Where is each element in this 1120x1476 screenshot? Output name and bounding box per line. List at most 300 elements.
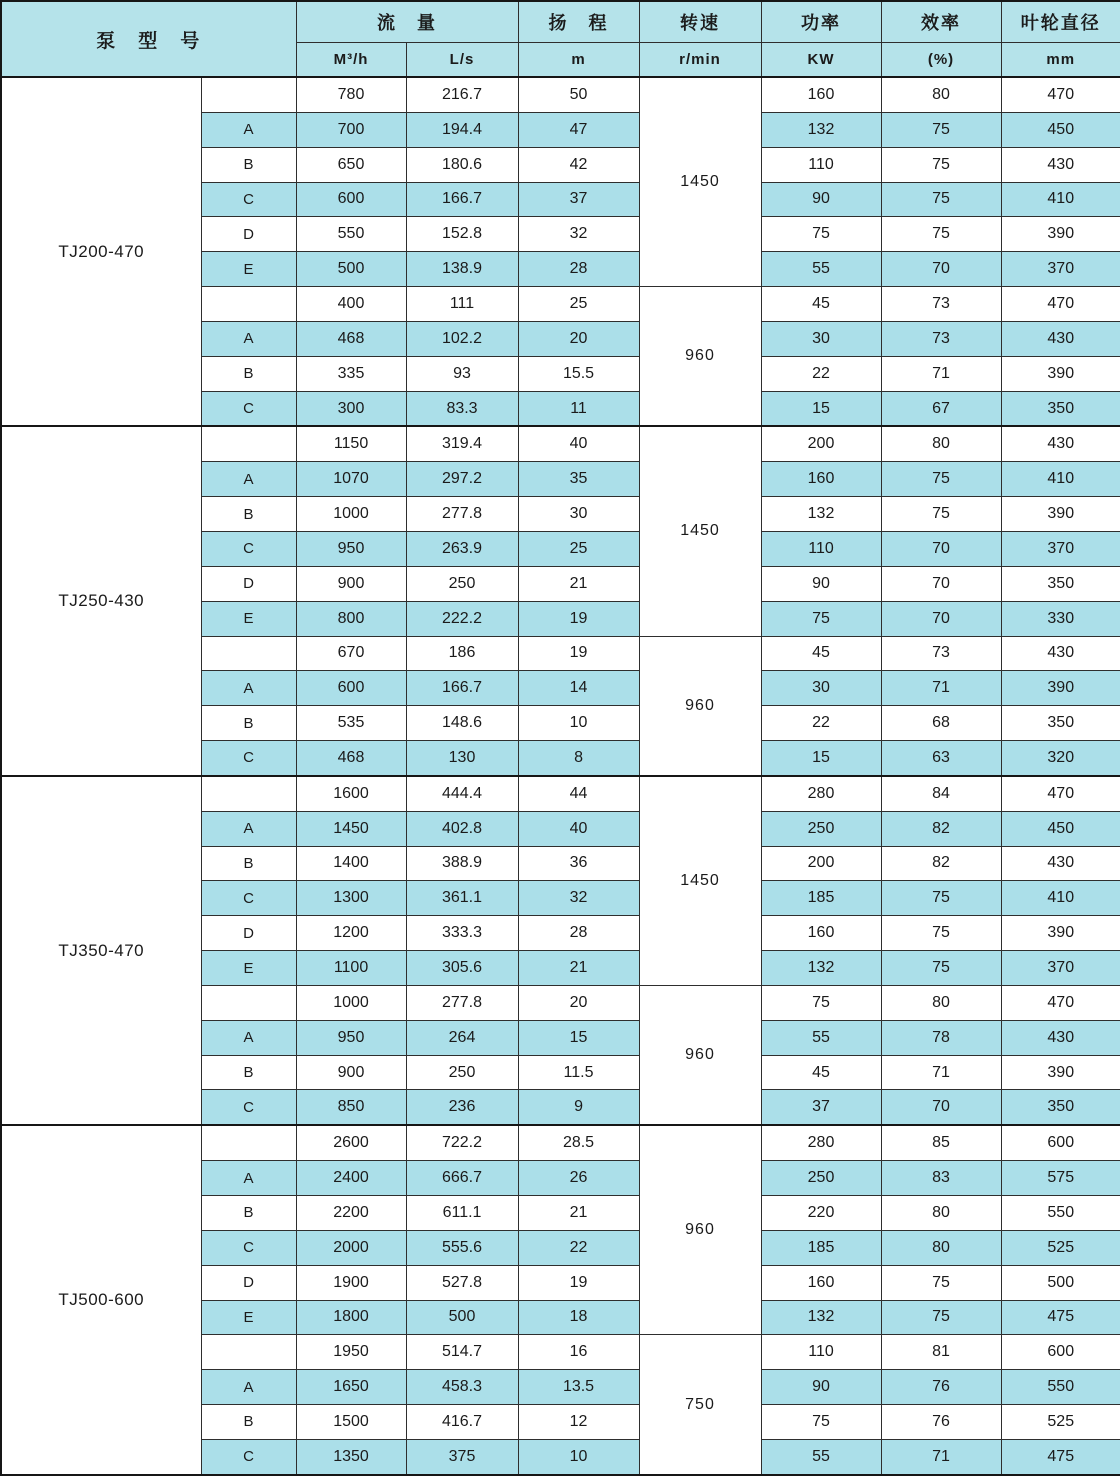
cell-flow-m3h: 900 bbox=[296, 1055, 406, 1090]
cell-power-kw: 90 bbox=[761, 566, 881, 601]
cell-variant-letter: D bbox=[201, 566, 296, 601]
cell-variant-letter bbox=[201, 985, 296, 1020]
cell-impeller-mm: 350 bbox=[1001, 391, 1120, 426]
cell-head-m: 19 bbox=[518, 636, 639, 671]
cell-efficiency-pct: 80 bbox=[881, 985, 1001, 1020]
cell-power-kw: 250 bbox=[761, 811, 881, 846]
cell-variant-letter: B bbox=[201, 497, 296, 532]
cell-impeller-mm: 430 bbox=[1001, 636, 1120, 671]
cell-flow-ls: 444.4 bbox=[406, 776, 518, 811]
cell-power-kw: 280 bbox=[761, 776, 881, 811]
cell-power-kw: 30 bbox=[761, 671, 881, 706]
cell-head-m: 15 bbox=[518, 1020, 639, 1055]
cell-head-m: 21 bbox=[518, 566, 639, 601]
cell-impeller-mm: 470 bbox=[1001, 287, 1120, 322]
cell-flow-ls: 722.2 bbox=[406, 1125, 518, 1160]
cell-power-kw: 55 bbox=[761, 1439, 881, 1474]
cell-flow-ls: 180.6 bbox=[406, 147, 518, 182]
cell-variant-letter bbox=[201, 77, 296, 112]
table-row bbox=[1, 776, 1120, 811]
cell-power-kw: 132 bbox=[761, 951, 881, 986]
cell-efficiency-pct: 78 bbox=[881, 1020, 1001, 1055]
cell-flow-m3h: 1600 bbox=[296, 776, 406, 811]
cell-flow-ls: 305.6 bbox=[406, 951, 518, 986]
cell-impeller-mm: 370 bbox=[1001, 252, 1120, 287]
cell-variant-letter: A bbox=[201, 671, 296, 706]
cell-flow-m3h: 300 bbox=[296, 391, 406, 426]
cell-flow-ls: 166.7 bbox=[406, 182, 518, 217]
cell-variant-letter: E bbox=[201, 252, 296, 287]
cell-variant-letter: C bbox=[201, 531, 296, 566]
cell-impeller-mm: 390 bbox=[1001, 671, 1120, 706]
cell-impeller-mm: 430 bbox=[1001, 321, 1120, 356]
cell-power-kw: 132 bbox=[761, 112, 881, 147]
cell-flow-m3h: 468 bbox=[296, 741, 406, 776]
header-unit-m: m bbox=[518, 43, 639, 78]
cell-head-m: 28.5 bbox=[518, 1125, 639, 1160]
cell-head-m: 26 bbox=[518, 1161, 639, 1196]
cell-head-m: 32 bbox=[518, 881, 639, 916]
cell-efficiency-pct: 82 bbox=[881, 811, 1001, 846]
cell-variant-letter: B bbox=[201, 706, 296, 741]
cell-efficiency-pct: 71 bbox=[881, 356, 1001, 391]
cell-flow-ls: 611.1 bbox=[406, 1196, 518, 1231]
cell-impeller-mm: 330 bbox=[1001, 601, 1120, 636]
cell-impeller-mm: 350 bbox=[1001, 1090, 1120, 1125]
cell-efficiency-pct: 67 bbox=[881, 391, 1001, 426]
cell-flow-ls: 216.7 bbox=[406, 77, 518, 112]
cell-impeller-mm: 390 bbox=[1001, 356, 1120, 391]
cell-efficiency-pct: 70 bbox=[881, 601, 1001, 636]
cell-variant-letter: B bbox=[201, 1405, 296, 1440]
cell-head-m: 18 bbox=[518, 1300, 639, 1335]
cell-flow-m3h: 2600 bbox=[296, 1125, 406, 1160]
cell-power-kw: 185 bbox=[761, 881, 881, 916]
cell-head-m: 13.5 bbox=[518, 1370, 639, 1405]
cell-variant-letter: E bbox=[201, 951, 296, 986]
header-head: 扬 程 bbox=[518, 1, 639, 43]
cell-variant-letter bbox=[201, 636, 296, 671]
cell-head-m: 22 bbox=[518, 1230, 639, 1265]
cell-power-kw: 110 bbox=[761, 531, 881, 566]
cell-power-kw: 110 bbox=[761, 147, 881, 182]
cell-head-m: 12 bbox=[518, 1405, 639, 1440]
header-power: 功率 bbox=[761, 1, 881, 43]
cell-flow-m3h: 1950 bbox=[296, 1335, 406, 1370]
cell-variant-letter: A bbox=[201, 1161, 296, 1196]
cell-efficiency-pct: 80 bbox=[881, 1230, 1001, 1265]
cell-flow-ls: 152.8 bbox=[406, 217, 518, 252]
cell-flow-ls: 222.2 bbox=[406, 601, 518, 636]
cell-impeller-mm: 430 bbox=[1001, 1020, 1120, 1055]
pump-table-body bbox=[1, 77, 1120, 1475]
cell-flow-m3h: 850 bbox=[296, 1090, 406, 1125]
cell-head-m: 21 bbox=[518, 1196, 639, 1231]
cell-flow-ls: 130 bbox=[406, 741, 518, 776]
cell-pump-model: TJ350-470 bbox=[1, 776, 201, 1125]
cell-efficiency-pct: 70 bbox=[881, 566, 1001, 601]
cell-variant-letter: C bbox=[201, 881, 296, 916]
cell-power-kw: 200 bbox=[761, 426, 881, 461]
cell-power-kw: 75 bbox=[761, 1405, 881, 1440]
cell-head-m: 11 bbox=[518, 391, 639, 426]
cell-head-m: 28 bbox=[518, 916, 639, 951]
cell-efficiency-pct: 80 bbox=[881, 426, 1001, 461]
cell-power-kw: 200 bbox=[761, 846, 881, 881]
cell-power-kw: 75 bbox=[761, 217, 881, 252]
cell-speed-rpm: 750 bbox=[639, 1335, 761, 1475]
cell-variant-letter bbox=[201, 1125, 296, 1160]
cell-efficiency-pct: 83 bbox=[881, 1161, 1001, 1196]
cell-impeller-mm: 350 bbox=[1001, 566, 1120, 601]
cell-head-m: 19 bbox=[518, 601, 639, 636]
cell-efficiency-pct: 68 bbox=[881, 706, 1001, 741]
cell-variant-letter: C bbox=[201, 1439, 296, 1474]
cell-power-kw: 110 bbox=[761, 1335, 881, 1370]
cell-efficiency-pct: 71 bbox=[881, 1055, 1001, 1090]
cell-head-m: 30 bbox=[518, 497, 639, 532]
cell-efficiency-pct: 75 bbox=[881, 217, 1001, 252]
cell-power-kw: 185 bbox=[761, 1230, 881, 1265]
cell-variant-letter: B bbox=[201, 1055, 296, 1090]
cell-flow-ls: 277.8 bbox=[406, 985, 518, 1020]
cell-flow-ls: 194.4 bbox=[406, 112, 518, 147]
header-unit-m3h: M³/h bbox=[296, 43, 406, 78]
cell-flow-ls: 500 bbox=[406, 1300, 518, 1335]
cell-variant-letter: A bbox=[201, 462, 296, 497]
cell-flow-m3h: 670 bbox=[296, 636, 406, 671]
cell-impeller-mm: 600 bbox=[1001, 1335, 1120, 1370]
cell-flow-ls: 83.3 bbox=[406, 391, 518, 426]
cell-impeller-mm: 370 bbox=[1001, 951, 1120, 986]
cell-power-kw: 55 bbox=[761, 252, 881, 287]
cell-head-m: 8 bbox=[518, 741, 639, 776]
cell-variant-letter: C bbox=[201, 741, 296, 776]
cell-power-kw: 160 bbox=[761, 1265, 881, 1300]
cell-efficiency-pct: 76 bbox=[881, 1370, 1001, 1405]
cell-speed-rpm: 960 bbox=[639, 985, 761, 1125]
cell-flow-ls: 263.9 bbox=[406, 531, 518, 566]
cell-flow-ls: 186 bbox=[406, 636, 518, 671]
cell-speed-rpm: 1450 bbox=[639, 776, 761, 986]
cell-head-m: 35 bbox=[518, 462, 639, 497]
cell-power-kw: 15 bbox=[761, 391, 881, 426]
cell-efficiency-pct: 70 bbox=[881, 531, 1001, 566]
cell-variant-letter: B bbox=[201, 147, 296, 182]
cell-flow-ls: 375 bbox=[406, 1439, 518, 1474]
cell-variant-letter: D bbox=[201, 217, 296, 252]
cell-flow-ls: 138.9 bbox=[406, 252, 518, 287]
cell-efficiency-pct: 80 bbox=[881, 1196, 1001, 1231]
cell-flow-m3h: 650 bbox=[296, 147, 406, 182]
cell-impeller-mm: 450 bbox=[1001, 112, 1120, 147]
cell-variant-letter bbox=[201, 287, 296, 322]
header-model: 泵 型 号 bbox=[1, 1, 296, 77]
cell-impeller-mm: 450 bbox=[1001, 811, 1120, 846]
cell-flow-ls: 555.6 bbox=[406, 1230, 518, 1265]
cell-flow-ls: 388.9 bbox=[406, 846, 518, 881]
cell-head-m: 11.5 bbox=[518, 1055, 639, 1090]
cell-flow-m3h: 1650 bbox=[296, 1370, 406, 1405]
cell-speed-rpm: 960 bbox=[639, 636, 761, 776]
cell-head-m: 40 bbox=[518, 811, 639, 846]
cell-variant-letter: E bbox=[201, 601, 296, 636]
cell-efficiency-pct: 73 bbox=[881, 287, 1001, 322]
cell-flow-m3h: 2200 bbox=[296, 1196, 406, 1231]
cell-flow-m3h: 1000 bbox=[296, 497, 406, 532]
cell-flow-m3h: 2000 bbox=[296, 1230, 406, 1265]
cell-head-m: 9 bbox=[518, 1090, 639, 1125]
cell-head-m: 40 bbox=[518, 426, 639, 461]
cell-flow-ls: 297.2 bbox=[406, 462, 518, 497]
cell-variant-letter bbox=[201, 776, 296, 811]
cell-speed-rpm: 1450 bbox=[639, 426, 761, 636]
cell-pump-model: TJ250-430 bbox=[1, 426, 201, 775]
cell-impeller-mm: 370 bbox=[1001, 531, 1120, 566]
cell-head-m: 20 bbox=[518, 985, 639, 1020]
cell-flow-m3h: 2400 bbox=[296, 1161, 406, 1196]
cell-efficiency-pct: 75 bbox=[881, 462, 1001, 497]
cell-flow-m3h: 400 bbox=[296, 287, 406, 322]
cell-power-kw: 160 bbox=[761, 77, 881, 112]
cell-impeller-mm: 550 bbox=[1001, 1196, 1120, 1231]
cell-flow-ls: 361.1 bbox=[406, 881, 518, 916]
cell-flow-m3h: 1300 bbox=[296, 881, 406, 916]
cell-efficiency-pct: 71 bbox=[881, 671, 1001, 706]
cell-variant-letter: D bbox=[201, 1265, 296, 1300]
cell-head-m: 10 bbox=[518, 1439, 639, 1474]
cell-flow-ls: 148.6 bbox=[406, 706, 518, 741]
cell-power-kw: 45 bbox=[761, 1055, 881, 1090]
cell-flow-m3h: 1150 bbox=[296, 426, 406, 461]
pump-table-header bbox=[1, 1, 1120, 77]
cell-pump-model: TJ200-470 bbox=[1, 77, 201, 426]
cell-flow-m3h: 1000 bbox=[296, 985, 406, 1020]
cell-power-kw: 55 bbox=[761, 1020, 881, 1055]
cell-variant-letter: E bbox=[201, 1300, 296, 1335]
cell-efficiency-pct: 75 bbox=[881, 881, 1001, 916]
cell-flow-m3h: 1500 bbox=[296, 1405, 406, 1440]
cell-impeller-mm: 470 bbox=[1001, 77, 1120, 112]
cell-power-kw: 280 bbox=[761, 1125, 881, 1160]
cell-efficiency-pct: 75 bbox=[881, 1265, 1001, 1300]
header-unit-ls: L/s bbox=[406, 43, 518, 78]
cell-efficiency-pct: 80 bbox=[881, 77, 1001, 112]
cell-head-m: 44 bbox=[518, 776, 639, 811]
cell-variant-letter: A bbox=[201, 811, 296, 846]
cell-pump-model: TJ500-600 bbox=[1, 1125, 201, 1474]
cell-efficiency-pct: 75 bbox=[881, 147, 1001, 182]
cell-impeller-mm: 575 bbox=[1001, 1161, 1120, 1196]
header-unit-rmin: r/min bbox=[639, 43, 761, 78]
cell-efficiency-pct: 75 bbox=[881, 951, 1001, 986]
cell-impeller-mm: 475 bbox=[1001, 1300, 1120, 1335]
cell-flow-ls: 416.7 bbox=[406, 1405, 518, 1440]
cell-efficiency-pct: 73 bbox=[881, 636, 1001, 671]
cell-impeller-mm: 475 bbox=[1001, 1439, 1120, 1474]
cell-impeller-mm: 470 bbox=[1001, 776, 1120, 811]
cell-impeller-mm: 525 bbox=[1001, 1230, 1120, 1265]
cell-impeller-mm: 390 bbox=[1001, 916, 1120, 951]
cell-flow-m3h: 700 bbox=[296, 112, 406, 147]
cell-efficiency-pct: 70 bbox=[881, 252, 1001, 287]
cell-flow-m3h: 1900 bbox=[296, 1265, 406, 1300]
cell-flow-m3h: 1400 bbox=[296, 846, 406, 881]
table-row bbox=[1, 426, 1120, 461]
cell-flow-m3h: 1100 bbox=[296, 951, 406, 986]
cell-impeller-mm: 430 bbox=[1001, 426, 1120, 461]
cell-power-kw: 90 bbox=[761, 182, 881, 217]
cell-head-m: 10 bbox=[518, 706, 639, 741]
cell-efficiency-pct: 84 bbox=[881, 776, 1001, 811]
cell-impeller-mm: 600 bbox=[1001, 1125, 1120, 1160]
cell-flow-ls: 277.8 bbox=[406, 497, 518, 532]
cell-power-kw: 75 bbox=[761, 985, 881, 1020]
cell-variant-letter: A bbox=[201, 112, 296, 147]
cell-flow-ls: 666.7 bbox=[406, 1161, 518, 1196]
cell-efficiency-pct: 75 bbox=[881, 497, 1001, 532]
cell-head-m: 50 bbox=[518, 77, 639, 112]
header-unit-kw: KW bbox=[761, 43, 881, 78]
cell-flow-m3h: 500 bbox=[296, 252, 406, 287]
cell-variant-letter: A bbox=[201, 321, 296, 356]
header-flow: 流 量 bbox=[296, 1, 518, 43]
cell-flow-ls: 264 bbox=[406, 1020, 518, 1055]
cell-variant-letter: B bbox=[201, 356, 296, 391]
cell-flow-ls: 250 bbox=[406, 566, 518, 601]
cell-flow-m3h: 535 bbox=[296, 706, 406, 741]
cell-impeller-mm: 410 bbox=[1001, 462, 1120, 497]
cell-variant-letter: D bbox=[201, 916, 296, 951]
cell-impeller-mm: 410 bbox=[1001, 182, 1120, 217]
cell-head-m: 37 bbox=[518, 182, 639, 217]
cell-flow-ls: 236 bbox=[406, 1090, 518, 1125]
cell-flow-m3h: 1070 bbox=[296, 462, 406, 497]
table-row bbox=[1, 1125, 1120, 1160]
cell-variant-letter: A bbox=[201, 1370, 296, 1405]
cell-impeller-mm: 350 bbox=[1001, 706, 1120, 741]
header-efficiency: 效率 bbox=[881, 1, 1001, 43]
cell-efficiency-pct: 81 bbox=[881, 1335, 1001, 1370]
cell-power-kw: 160 bbox=[761, 462, 881, 497]
cell-head-m: 36 bbox=[518, 846, 639, 881]
cell-variant-letter: B bbox=[201, 846, 296, 881]
cell-power-kw: 45 bbox=[761, 636, 881, 671]
cell-flow-ls: 102.2 bbox=[406, 321, 518, 356]
cell-flow-m3h: 1350 bbox=[296, 1439, 406, 1474]
cell-power-kw: 250 bbox=[761, 1161, 881, 1196]
cell-power-kw: 45 bbox=[761, 287, 881, 322]
cell-power-kw: 22 bbox=[761, 706, 881, 741]
cell-impeller-mm: 500 bbox=[1001, 1265, 1120, 1300]
header-speed: 转速 bbox=[639, 1, 761, 43]
cell-head-m: 16 bbox=[518, 1335, 639, 1370]
cell-impeller-mm: 390 bbox=[1001, 1055, 1120, 1090]
cell-speed-rpm: 1450 bbox=[639, 77, 761, 287]
cell-variant-letter: C bbox=[201, 182, 296, 217]
cell-variant-letter: B bbox=[201, 1196, 296, 1231]
cell-flow-ls: 93 bbox=[406, 356, 518, 391]
cell-head-m: 47 bbox=[518, 112, 639, 147]
cell-power-kw: 132 bbox=[761, 497, 881, 532]
cell-flow-ls: 319.4 bbox=[406, 426, 518, 461]
cell-flow-ls: 166.7 bbox=[406, 671, 518, 706]
cell-head-m: 14 bbox=[518, 671, 639, 706]
cell-head-m: 28 bbox=[518, 252, 639, 287]
cell-head-m: 15.5 bbox=[518, 356, 639, 391]
cell-efficiency-pct: 75 bbox=[881, 1300, 1001, 1335]
cell-impeller-mm: 430 bbox=[1001, 147, 1120, 182]
cell-power-kw: 75 bbox=[761, 601, 881, 636]
cell-impeller-mm: 390 bbox=[1001, 497, 1120, 532]
cell-head-m: 42 bbox=[518, 147, 639, 182]
cell-efficiency-pct: 85 bbox=[881, 1125, 1001, 1160]
cell-variant-letter: C bbox=[201, 1090, 296, 1125]
cell-impeller-mm: 430 bbox=[1001, 846, 1120, 881]
cell-efficiency-pct: 73 bbox=[881, 321, 1001, 356]
cell-head-m: 21 bbox=[518, 951, 639, 986]
cell-power-kw: 160 bbox=[761, 916, 881, 951]
cell-efficiency-pct: 75 bbox=[881, 182, 1001, 217]
cell-variant-letter bbox=[201, 1335, 296, 1370]
cell-flow-m3h: 550 bbox=[296, 217, 406, 252]
cell-impeller-mm: 550 bbox=[1001, 1370, 1120, 1405]
cell-efficiency-pct: 70 bbox=[881, 1090, 1001, 1125]
cell-power-kw: 37 bbox=[761, 1090, 881, 1125]
cell-impeller-mm: 410 bbox=[1001, 881, 1120, 916]
cell-flow-m3h: 800 bbox=[296, 601, 406, 636]
cell-power-kw: 90 bbox=[761, 1370, 881, 1405]
cell-flow-ls: 458.3 bbox=[406, 1370, 518, 1405]
cell-head-m: 20 bbox=[518, 321, 639, 356]
header-unit-pct: (%) bbox=[881, 43, 1001, 78]
cell-flow-ls: 514.7 bbox=[406, 1335, 518, 1370]
cell-impeller-mm: 390 bbox=[1001, 217, 1120, 252]
cell-variant-letter: A bbox=[201, 1020, 296, 1055]
cell-power-kw: 22 bbox=[761, 356, 881, 391]
cell-flow-ls: 250 bbox=[406, 1055, 518, 1090]
cell-flow-m3h: 335 bbox=[296, 356, 406, 391]
cell-efficiency-pct: 76 bbox=[881, 1405, 1001, 1440]
cell-flow-ls: 402.8 bbox=[406, 811, 518, 846]
cell-variant-letter bbox=[201, 426, 296, 461]
cell-power-kw: 30 bbox=[761, 321, 881, 356]
table-row bbox=[1, 77, 1120, 112]
cell-impeller-mm: 470 bbox=[1001, 985, 1120, 1020]
cell-head-m: 25 bbox=[518, 287, 639, 322]
cell-efficiency-pct: 71 bbox=[881, 1439, 1001, 1474]
cell-flow-m3h: 950 bbox=[296, 531, 406, 566]
cell-flow-m3h: 600 bbox=[296, 182, 406, 217]
cell-head-m: 25 bbox=[518, 531, 639, 566]
cell-power-kw: 15 bbox=[761, 741, 881, 776]
cell-flow-m3h: 1450 bbox=[296, 811, 406, 846]
header-unit-mm: mm bbox=[1001, 43, 1120, 78]
cell-speed-rpm: 960 bbox=[639, 287, 761, 427]
cell-head-m: 32 bbox=[518, 217, 639, 252]
cell-flow-m3h: 780 bbox=[296, 77, 406, 112]
cell-flow-m3h: 950 bbox=[296, 1020, 406, 1055]
cell-flow-m3h: 600 bbox=[296, 671, 406, 706]
cell-flow-m3h: 1200 bbox=[296, 916, 406, 951]
cell-flow-ls: 111 bbox=[406, 287, 518, 322]
cell-efficiency-pct: 75 bbox=[881, 112, 1001, 147]
cell-power-kw: 132 bbox=[761, 1300, 881, 1335]
cell-flow-m3h: 1800 bbox=[296, 1300, 406, 1335]
cell-power-kw: 220 bbox=[761, 1196, 881, 1231]
cell-variant-letter: C bbox=[201, 391, 296, 426]
cell-impeller-mm: 320 bbox=[1001, 741, 1120, 776]
